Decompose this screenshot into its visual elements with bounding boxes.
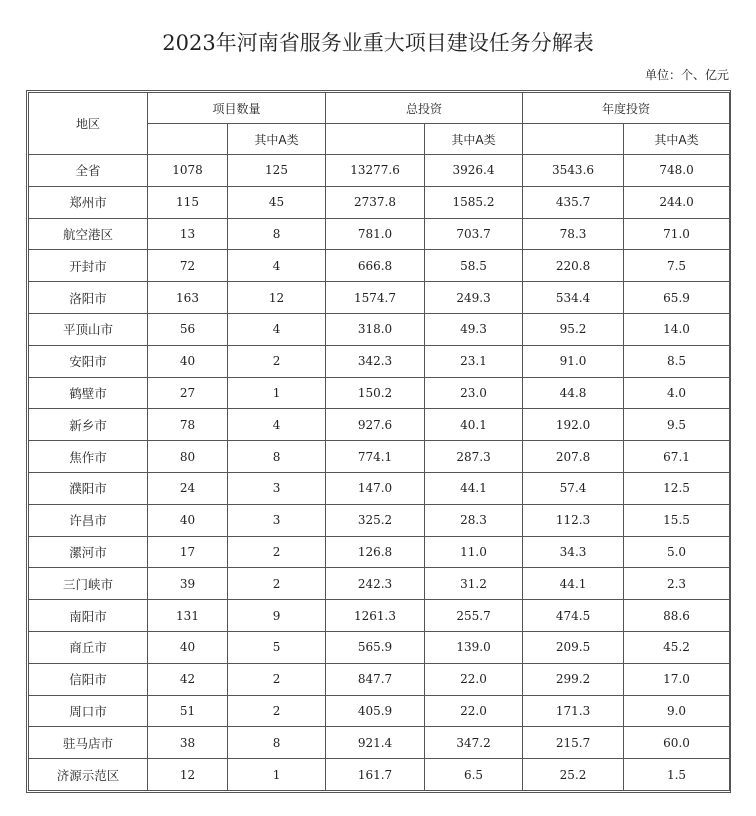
cell-annual-investment-class-a: 9.5 (624, 409, 730, 441)
cell-project-count-class-a: 2 (228, 663, 326, 695)
table-row (29, 409, 730, 441)
cell-annual-investment-class-a: 65.9 (624, 282, 730, 314)
cell-total-investment: 774.1 (326, 441, 425, 473)
cell-project-count: 17 (148, 536, 228, 568)
cell-total-investment: 921.4 (326, 727, 425, 759)
cell-total-investment: 13277.6 (326, 155, 425, 187)
cell-annual-investment-class-a: 7.5 (624, 250, 730, 282)
cell-region: 周口市 (29, 695, 148, 727)
header-region: 地区 (29, 93, 148, 155)
cell-total-investment: 781.0 (326, 218, 425, 250)
table-row (29, 568, 730, 600)
cell-annual-investment-class-a: 2.3 (624, 568, 730, 600)
cell-total-investment-class-a: 11.0 (425, 536, 523, 568)
cell-region: 洛阳市 (29, 282, 148, 314)
cell-project-count: 24 (148, 472, 228, 504)
cell-project-count: 40 (148, 504, 228, 536)
cell-total-investment-class-a: 44.1 (425, 472, 523, 504)
cell-annual-investment-class-a: 17.0 (624, 663, 730, 695)
cell-project-count-class-a: 4 (228, 250, 326, 282)
header-project-count-class-a: 其中A类 (228, 124, 326, 155)
cell-region: 平顶山市 (29, 313, 148, 345)
table-body (29, 155, 730, 791)
cell-total-investment: 565.9 (326, 631, 425, 663)
cell-region: 三门峡市 (29, 568, 148, 600)
cell-annual-investment: 192.0 (523, 409, 624, 441)
cell-total-investment-class-a: 31.2 (425, 568, 523, 600)
cell-total-investment-class-a: 347.2 (425, 727, 523, 759)
cell-total-investment-class-a: 28.3 (425, 504, 523, 536)
cell-annual-investment: 25.2 (523, 759, 624, 791)
cell-annual-investment: 78.3 (523, 218, 624, 250)
cell-total-investment-class-a: 22.0 (425, 695, 523, 727)
cell-total-investment: 666.8 (326, 250, 425, 282)
cell-annual-investment-class-a: 1.5 (624, 759, 730, 791)
cell-annual-investment-class-a: 4.0 (624, 377, 730, 409)
cell-project-count: 1078 (148, 155, 228, 187)
cell-project-count: 27 (148, 377, 228, 409)
cell-project-count: 72 (148, 250, 228, 282)
header-annual-investment-class-a: 其中A类 (624, 124, 730, 155)
cell-project-count: 163 (148, 282, 228, 314)
cell-region: 新乡市 (29, 409, 148, 441)
cell-project-count-class-a: 8 (228, 727, 326, 759)
cell-annual-investment: 91.0 (523, 345, 624, 377)
cell-region: 鹤壁市 (29, 377, 148, 409)
cell-annual-investment-class-a: 45.2 (624, 631, 730, 663)
cell-total-investment-class-a: 3926.4 (425, 155, 523, 187)
table-row (29, 472, 730, 504)
cell-region: 济源示范区 (29, 759, 148, 791)
cell-project-count-class-a: 3 (228, 504, 326, 536)
cell-project-count: 131 (148, 600, 228, 632)
cell-annual-investment: 220.8 (523, 250, 624, 282)
table-row (29, 282, 730, 314)
cell-region: 航空港区 (29, 218, 148, 250)
cell-project-count-class-a: 12 (228, 282, 326, 314)
table-row (29, 759, 730, 791)
cell-total-investment: 847.7 (326, 663, 425, 695)
table-row (29, 536, 730, 568)
cell-annual-investment: 57.4 (523, 472, 624, 504)
cell-region: 焦作市 (29, 441, 148, 473)
cell-annual-investment-class-a: 71.0 (624, 218, 730, 250)
cell-project-count-class-a: 9 (228, 600, 326, 632)
cell-region: 信阳市 (29, 663, 148, 695)
header-annual-investment: 年度投资 (523, 93, 730, 124)
cell-annual-investment: 207.8 (523, 441, 624, 473)
cell-annual-investment-class-a: 14.0 (624, 313, 730, 345)
cell-annual-investment-class-a: 8.5 (624, 345, 730, 377)
cell-project-count-class-a: 3 (228, 472, 326, 504)
unit-note: 单位：个、亿元 (644, 68, 729, 82)
task-table-frame (26, 90, 731, 793)
cell-project-count-class-a: 125 (228, 155, 326, 187)
table-row (29, 313, 730, 345)
cell-annual-investment-class-a: 9.0 (624, 695, 730, 727)
cell-project-count: 40 (148, 631, 228, 663)
cell-project-count-class-a: 2 (228, 695, 326, 727)
header-row-1 (29, 93, 730, 124)
table-row (29, 155, 730, 187)
header-total-investment-total (326, 124, 425, 155)
cell-region: 许昌市 (29, 504, 148, 536)
cell-project-count-class-a: 4 (228, 313, 326, 345)
cell-total-investment: 927.6 (326, 409, 425, 441)
cell-annual-investment-class-a: 67.1 (624, 441, 730, 473)
cell-total-investment: 161.7 (326, 759, 425, 791)
cell-total-investment-class-a: 249.3 (425, 282, 523, 314)
cell-project-count-class-a: 45 (228, 186, 326, 218)
header-total-investment: 总投资 (326, 93, 523, 124)
cell-region: 驻马店市 (29, 727, 148, 759)
cell-total-investment-class-a: 287.3 (425, 441, 523, 473)
cell-annual-investment: 112.3 (523, 504, 624, 536)
cell-project-count: 78 (148, 409, 228, 441)
table-row (29, 250, 730, 282)
cell-annual-investment-class-a: 88.6 (624, 600, 730, 632)
cell-annual-investment-class-a: 60.0 (624, 727, 730, 759)
cell-annual-investment: 171.3 (523, 695, 624, 727)
cell-region: 漯河市 (29, 536, 148, 568)
cell-total-investment: 325.2 (326, 504, 425, 536)
cell-project-count-class-a: 2 (228, 345, 326, 377)
cell-total-investment-class-a: 1585.2 (425, 186, 523, 218)
cell-total-investment-class-a: 6.5 (425, 759, 523, 791)
cell-annual-investment-class-a: 5.0 (624, 536, 730, 568)
table-row (29, 631, 730, 663)
cell-region: 安阳市 (29, 345, 148, 377)
table-row (29, 695, 730, 727)
table-row (29, 218, 730, 250)
cell-annual-investment: 44.8 (523, 377, 624, 409)
cell-annual-investment-class-a: 748.0 (624, 155, 730, 187)
cell-project-count-class-a: 1 (228, 377, 326, 409)
cell-project-count-class-a: 5 (228, 631, 326, 663)
table-row (29, 663, 730, 695)
table-row (29, 345, 730, 377)
task-table (28, 92, 730, 791)
cell-total-investment-class-a: 255.7 (425, 600, 523, 632)
cell-annual-investment: 534.4 (523, 282, 624, 314)
cell-annual-investment-class-a: 244.0 (624, 186, 730, 218)
cell-annual-investment: 44.1 (523, 568, 624, 600)
cell-project-count: 115 (148, 186, 228, 218)
cell-total-investment-class-a: 139.0 (425, 631, 523, 663)
cell-region: 商丘市 (29, 631, 148, 663)
table-row (29, 600, 730, 632)
cell-annual-investment: 3543.6 (523, 155, 624, 187)
cell-region: 全省 (29, 155, 148, 187)
cell-project-count-class-a: 8 (228, 218, 326, 250)
header-total-investment-class-a: 其中A类 (425, 124, 523, 155)
cell-project-count-class-a: 2 (228, 536, 326, 568)
cell-total-investment-class-a: 23.1 (425, 345, 523, 377)
cell-project-count: 40 (148, 345, 228, 377)
cell-project-count-class-a: 1 (228, 759, 326, 791)
cell-region: 郑州市 (29, 186, 148, 218)
table-row (29, 186, 730, 218)
cell-total-investment-class-a: 23.0 (425, 377, 523, 409)
cell-project-count: 39 (148, 568, 228, 600)
cell-total-investment: 1261.3 (326, 600, 425, 632)
cell-annual-investment: 435.7 (523, 186, 624, 218)
cell-annual-investment: 209.5 (523, 631, 624, 663)
cell-project-count: 12 (148, 759, 228, 791)
cell-project-count-class-a: 2 (228, 568, 326, 600)
cell-total-investment-class-a: 58.5 (425, 250, 523, 282)
cell-total-investment: 318.0 (326, 313, 425, 345)
cell-total-investment: 150.2 (326, 377, 425, 409)
cell-annual-investment-class-a: 15.5 (624, 504, 730, 536)
table-row (29, 727, 730, 759)
header-annual-investment-total (523, 124, 624, 155)
cell-annual-investment: 95.2 (523, 313, 624, 345)
cell-project-count: 13 (148, 218, 228, 250)
header-project-count-total (148, 124, 228, 155)
cell-project-count: 56 (148, 313, 228, 345)
cell-annual-investment: 215.7 (523, 727, 624, 759)
cell-project-count-class-a: 4 (228, 409, 326, 441)
cell-total-investment: 2737.8 (326, 186, 425, 218)
cell-total-investment: 1574.7 (326, 282, 425, 314)
cell-project-count-class-a: 8 (228, 441, 326, 473)
cell-total-investment-class-a: 49.3 (425, 313, 523, 345)
cell-project-count: 51 (148, 695, 228, 727)
cell-total-investment: 126.8 (326, 536, 425, 568)
cell-project-count: 38 (148, 727, 228, 759)
cell-region: 濮阳市 (29, 472, 148, 504)
cell-annual-investment: 474.5 (523, 600, 624, 632)
cell-total-investment: 405.9 (326, 695, 425, 727)
cell-project-count: 80 (148, 441, 228, 473)
cell-project-count: 42 (148, 663, 228, 695)
cell-total-investment: 147.0 (326, 472, 425, 504)
table-row (29, 377, 730, 409)
header-project-count: 项目数量 (148, 93, 326, 124)
cell-total-investment-class-a: 40.1 (425, 409, 523, 441)
cell-annual-investment: 34.3 (523, 536, 624, 568)
cell-annual-investment: 299.2 (523, 663, 624, 695)
cell-total-investment: 342.3 (326, 345, 425, 377)
cell-region: 南阳市 (29, 600, 148, 632)
cell-region: 开封市 (29, 250, 148, 282)
cell-total-investment-class-a: 703.7 (425, 218, 523, 250)
table-row (29, 504, 730, 536)
table-row (29, 441, 730, 473)
page-title: 2023年河南省服务业重大项目建设任务分解表 (162, 31, 594, 55)
cell-annual-investment-class-a: 12.5 (624, 472, 730, 504)
cell-total-investment-class-a: 22.0 (425, 663, 523, 695)
cell-total-investment: 242.3 (326, 568, 425, 600)
